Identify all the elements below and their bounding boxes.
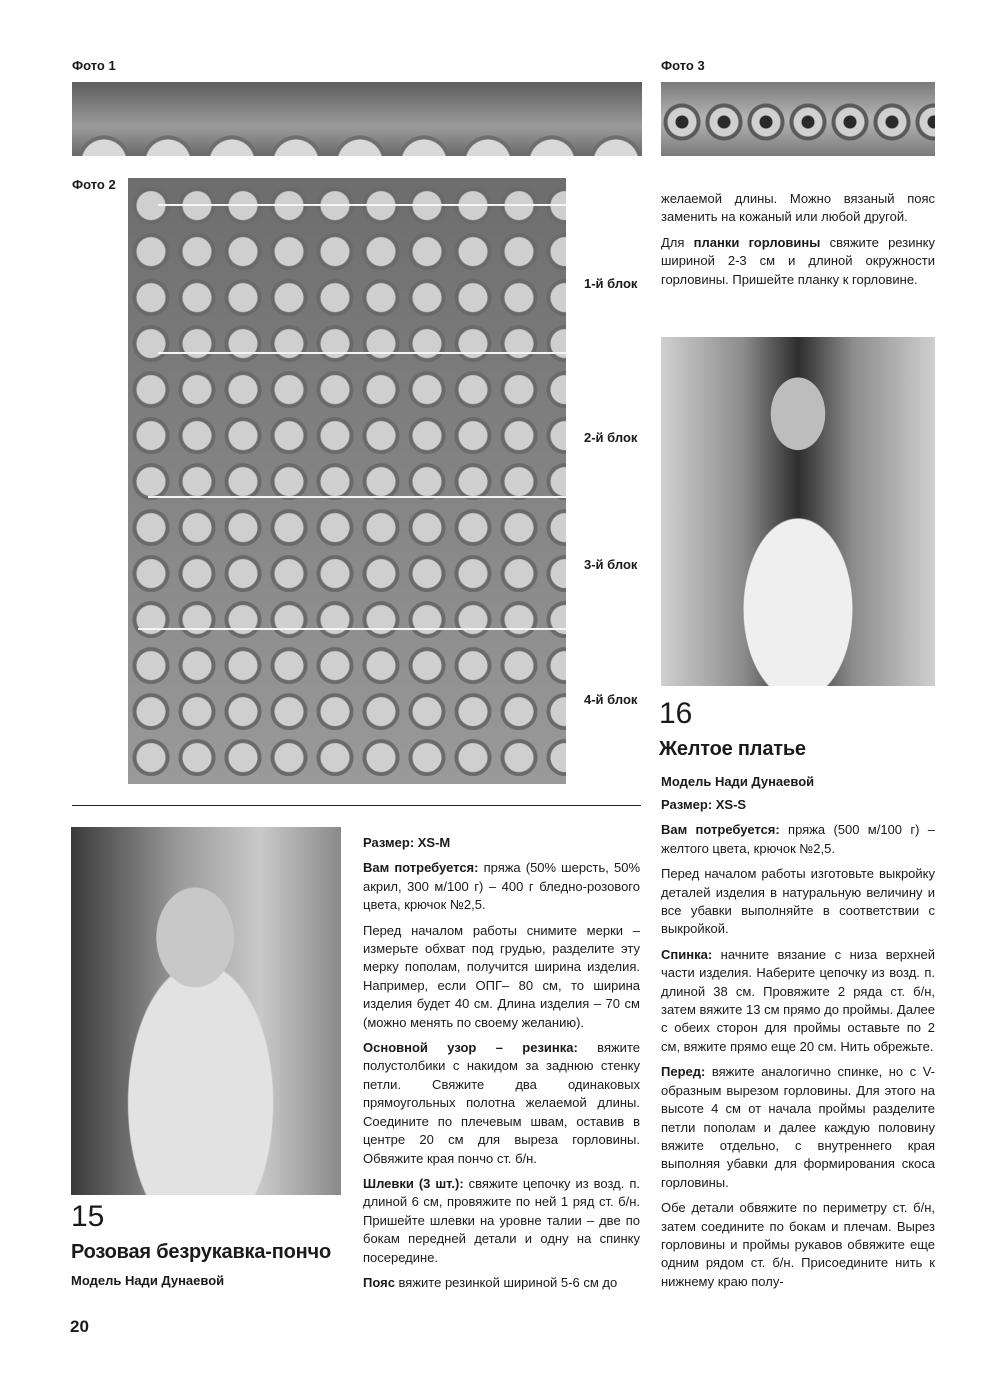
photo3-lace-strip — [661, 82, 935, 156]
paragraph: Перед: вяжите аналогично спинке, но с V-образным вырезом горловины. Для этого на высоте 4 см от начала проймы разделите петли пополам и далее каждую половину вяжите отдельно, с внутреннего края выполняя убавки для формирования скоса горловины. — [661, 1064, 935, 1190]
page-number: 20 — [70, 1317, 89, 1336]
block-label-4: 4-й блок — [584, 692, 638, 707]
size-line: Размер: XS-S — [661, 797, 747, 812]
photo1-lace-strip — [72, 82, 642, 156]
block-label-2: 2-й блок — [584, 430, 638, 445]
paragraph: желаемой длины. Можно вязаный пояс заменить на кожаный или любой другой. — [661, 191, 935, 225]
divider — [72, 805, 641, 806]
model15-number: 15 — [71, 1200, 105, 1233]
model16-photo — [661, 337, 935, 686]
block-label-1: 1-й блок — [584, 276, 638, 291]
paragraph: Основной узор – резинка: вяжите полустолбики с накидом за заднюю стенку петли. Свяжите два одинаковых прямоугольных полотна желаемой длины. Соедините по плечевым швам, оставив в центре 20 см для выреза горловины. Обвяжите края пончо ст. б/н. — [363, 1040, 640, 1166]
size-line: Размер: XS-M — [363, 835, 451, 850]
block-label-3: 3-й блок — [584, 557, 638, 572]
paragraph: Вам потребуется: пряжа (50% шерсть, 50% акрил, 300 м/100 г) – 400 г бледно-розового цвета, крючок №2,5. — [363, 860, 641, 913]
paragraph: Вам потребуется: пряжа (500 м/100 г) – желтого цвета, крючок №2,5. — [661, 822, 935, 856]
model15-photo — [71, 827, 341, 1195]
paragraph: Для планки горловины свяжите резинку шириной 2-3 см и длиной окружности горловины. Пришейте планку к горловине. — [661, 234, 935, 287]
paragraph: Шлевки (3 шт.): свяжите цепочку из возд. п. длиной 6 см, провяжите по ней 1 ряд ст. б/н. Пришейте шлевки на уровне талии – две по бокам передней детали и одну на спинку посередине. — [363, 1175, 640, 1265]
model16-text — [661, 796, 935, 1298]
photo1-label: Фото 1 — [72, 58, 116, 73]
model16-author: Модель Нади Дунаевой — [661, 774, 815, 789]
model15-text — [363, 834, 640, 1299]
photo2-skirt — [128, 178, 566, 784]
photo3-label: Фото 3 — [661, 58, 705, 73]
paragraph: Перед началом работы снимите мерки – измерьте обхват под грудью, разделите эту мерку пополам, получится ширина изделия. Например, если ОПГ– 80 см, то ширина изделия будет 40 см. Длина изделия – 70 см (можно менять по своему желанию). — [363, 922, 640, 1030]
paragraph: Спинка: начните вязание с низа верхней части изделия. Наберите цепочку из возд. п. длиной 38 см. Провяжите 2 ряда ст. б/н, затем вяжите 13 см прямо до проймы. Далее с обеих сторон для проймы оставьте по 2 см, вяжите прямо еще 20 см. Нить обрежьте. — [661, 946, 935, 1054]
paragraph: Перед началом работы изготовьте выкройку деталей изделия в натуральную величину и все убавки выполняйте в соответствии с выкройкой. — [661, 866, 935, 937]
model15-title: Розовая безрукавка-пончо — [71, 1241, 331, 1263]
model16-title: Желтое платье — [659, 738, 806, 760]
model15-author: Модель Нади Дунаевой — [71, 1273, 225, 1288]
paragraph: Пояс вяжите резинкой шириной 5-6 см до — [363, 1274, 618, 1290]
photo2-label: Фото 2 — [72, 177, 116, 192]
top-right-text — [661, 190, 935, 296]
model16-number: 16 — [659, 697, 693, 730]
paragraph: Обе детали обвяжите по периметру ст. б/н, затем соедините по бокам и плечам. Вырез горловины и проймы рукавов обвяжите еще одним рядом ст. б/н. Присоедините нить к нижнему краю полу- — [661, 1200, 935, 1289]
